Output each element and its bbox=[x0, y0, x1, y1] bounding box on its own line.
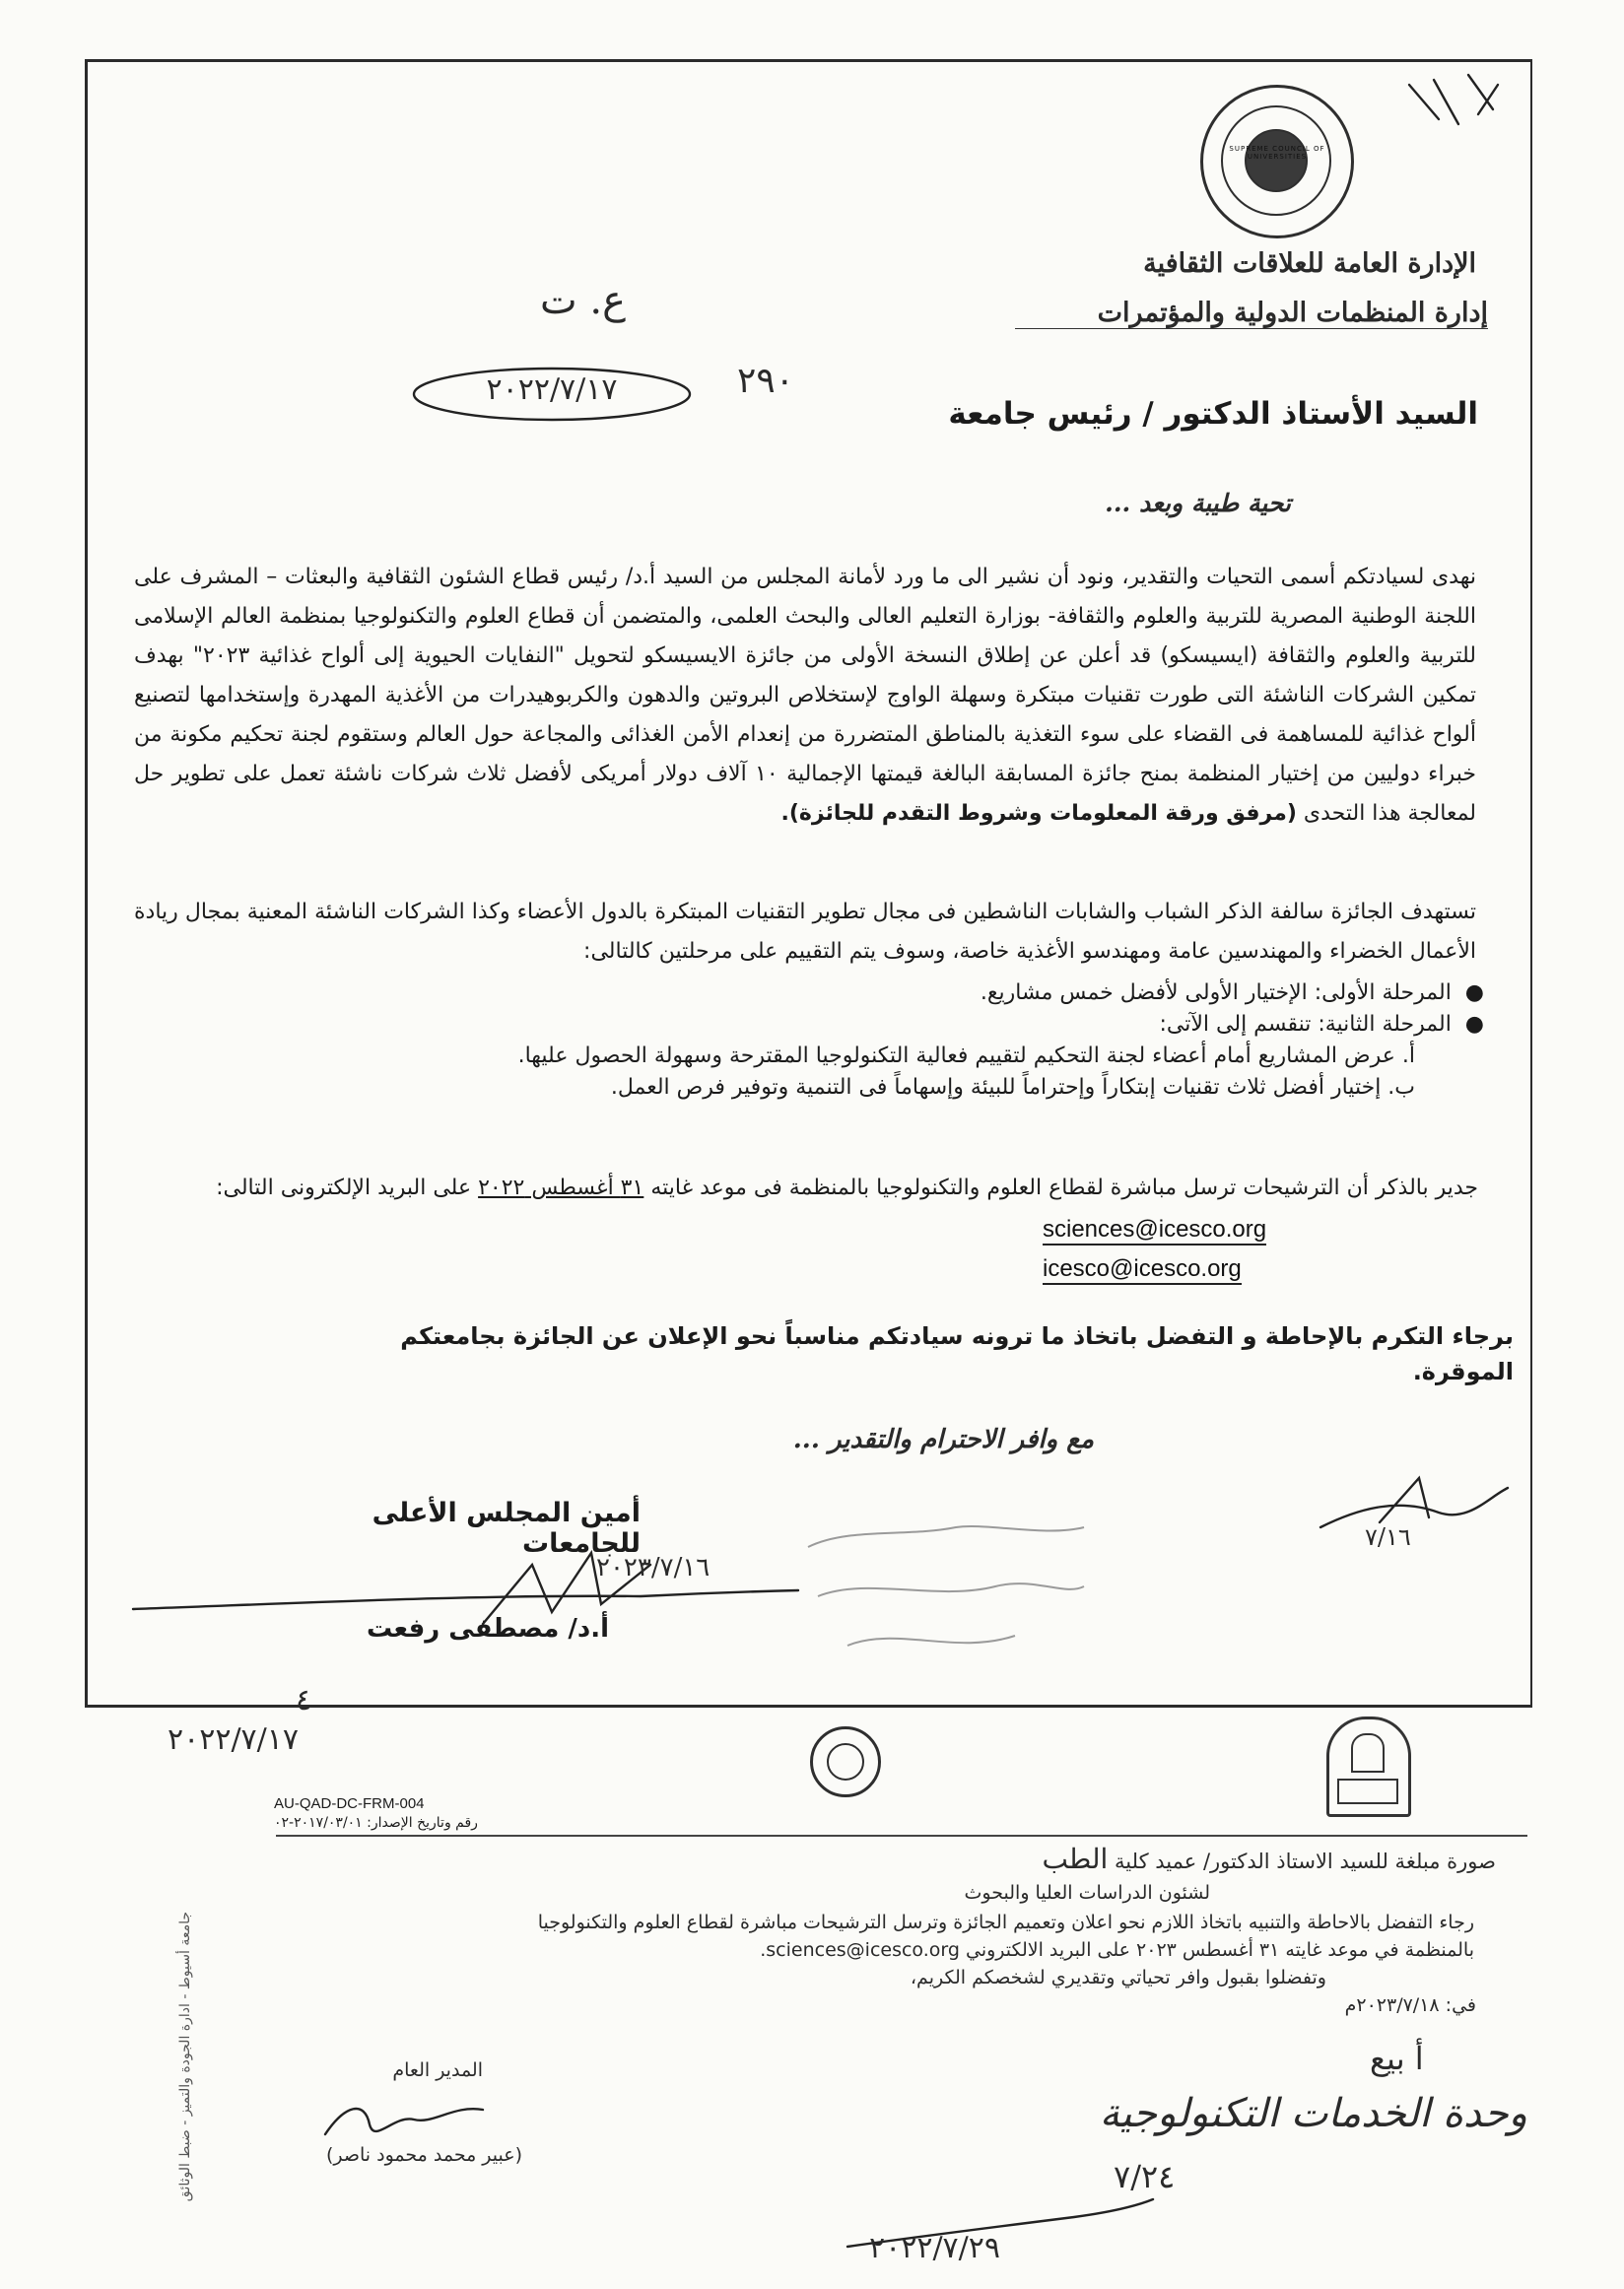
request-line: برجاء التكرم بالإحاطة و التفضل باتخاذ ما ترونه سيادتكم مناسباً نحو الإعلان عن الجائزة بجامعتكم الموقرة. bbox=[400, 1322, 1514, 1385]
footer-date: في: ٢٠٢٣/٧/١٨م bbox=[1344, 1994, 1476, 2016]
stage-2a: أ. عرض المشاريع أمام أعضاء لجنة التحكيم لتقييم فعالية التكنولوجيا المقترحة وسهولة الحصول عليها. bbox=[517, 1044, 1415, 1068]
deadline-paragraph: جدير بالذكر أن الترشيحات ترسل مباشرة لقطاع العلوم والتكنولوجيا بالمنظمة فى موعد غايته ٣١ أغسطس ٢٠٢٢ على البريد الإلكترونى التالى: bbox=[216, 1176, 1478, 1200]
form-issue: رقم وتاريخ الإصدار: ٢٠١٧/٠٣/٠١-٠٢ bbox=[274, 1815, 478, 1831]
stage-list bbox=[499, 977, 1484, 1104]
body-paragraph-2: تستهدف الجائزة سالفة الذكر الشباب والشابات الناشطين فى مجال تطوير التقنيات المبتكرة بالدول الأعضاء وكذا الشركات الناشئة المعنية بمجال ريادة الأعمال الخضراء والمهندسين عامة ومهندسو الأغذية خاصة، وسوف يتم التقييم على مرحلتين كالتالى: bbox=[134, 900, 1476, 964]
addressee: السيد الأستاذ الدكتور / رئيس جامعة bbox=[948, 396, 1478, 432]
hand-note-4: ٢٠٢٢/٧/٢٩ bbox=[869, 2231, 1001, 2265]
signatory-name: أ.د/ مصطفى رفعت bbox=[367, 1614, 609, 1644]
corner-scribble bbox=[1399, 65, 1508, 134]
signature-title: أمين المجلس الأعلى للجامعات bbox=[372, 1498, 641, 1559]
incoming-scribble: ع. ت bbox=[540, 278, 626, 323]
closing: مع وافر الاحترام والتقدير ... bbox=[792, 1425, 1094, 1454]
footer-divider bbox=[276, 1835, 1527, 1837]
side-text: جامعة أسيوط - ادارة الجودة والتميز - ضبط الوثائق bbox=[177, 1912, 193, 2202]
hand-note-2: وحدة الخدمات التكنولوجية bbox=[1099, 2091, 1527, 2136]
faint-handwriting bbox=[788, 1508, 1104, 1685]
footer-request-1: رجاء التفضل بالاحاطة والتنبيه باتخاذ اللازم نحو اعلان وتعميم الجائزة وترسل الترشيحات مباشرة لقطاع العلوم والتكنولوجيا bbox=[537, 1912, 1474, 1933]
email-sciences: sciences@icesco.org bbox=[1043, 1216, 1266, 1245]
hand-note-1: أ بيع bbox=[1370, 2040, 1424, 2077]
form-code: AU-QAD-DC-FRM-004 bbox=[274, 1795, 425, 1812]
attachment-note: (مرفق ورقة المعلومات وشروط التقدم للجائزة). bbox=[780, 801, 1297, 826]
greeting: تحية طيبة وبعد ... bbox=[1105, 489, 1291, 517]
seal-text: SUPREME COUNCIL OF UNIVERSITIES bbox=[1229, 145, 1325, 161]
stage-2b: ب. إختيار أفضل ثلاث تقنيات إبتكاراً وإحتراماً للبيئة وإسهاماً فى التنمية وتوفير فرص العمل. bbox=[610, 1075, 1415, 1100]
university-logo bbox=[1326, 1717, 1411, 1817]
dept-line-1: الإدارة العامة للعلاقات الثقافية bbox=[1143, 248, 1476, 279]
footer-thanks: وتفضلوا بقبول وافر تحياتي وتقديري لشخصكم الكريم، bbox=[910, 1967, 1326, 1988]
deadline-date: ٣١ أغسطس ٢٠٢٢ bbox=[478, 1176, 644, 1200]
body-paragraph-1: نهدى لسيادتكم أسمى التحيات والتقدير، ونود أن نشير الى ما ورد لأمانة المجلس من السيد أ.د/ رئيس قطاع الشئون الثقافية والبعثات – المشرف على اللجنة الوطنية المصرية للتربية والعلوم والثقافة- بوزارة التعليم العالى والبحث العلمى، والمتضمن أن قطاع العلوم والتكنولوجيا بمنظمة العالم الإسلامى للتربية والعلوم والثقافة (ايسيسكو) قد أعلن عن إطلاق النسخة الأولى من جائزة الايسيسكو لتحويل "النفايات الحيوية إلى ألواح غذائية ٢٠٢٣" بهدف تمكين الشركات الناشئة التى طورت تقنيات مبتكرة وسهلة الواوج لإستخلاص البروتين والدهون والكربوهيدرات من الأغذية المهدرة وإستخدامها لتصنيع ألواح غذائية للمساهمة فى القضاء على سوء التغذية بالمناطق المتضررة من إنعدام الأمن الغذائى والمجاعة حول العالم وستقوم لجنة تحكيم مكونة من خبراء دوليين من إختيار المنظمة بمنح جائزة المسابقة البالغة قيمتها الإجمالية ١٠ آلاف دولار أمريكى لأفضل ثلاث شركات ناشئة تعمل على تطوير حل لمعالجة هذا التحدى (مرفق ورقة المعلومات وشروط التقدم للجائزة). bbox=[134, 565, 1477, 826]
faculty-hand: الطب bbox=[1042, 1843, 1109, 1875]
footer-request-2: بالمنظمة في موعد غايته ٣١ أغسطس ٢٠٢٣ على البريد الالكتروني sciences@icesco.org. bbox=[760, 1939, 1474, 1961]
margin-signature bbox=[1301, 1468, 1527, 1557]
incoming-number: ٢٩٠ bbox=[737, 361, 795, 401]
vice-line: لشئون الدراسات العليا والبحوث bbox=[964, 1882, 1210, 1904]
email-icesco: icesco@icesco.org bbox=[1043, 1255, 1242, 1285]
copy-line: صورة مبلغة للسيد الاستاذ الدكتور/ عميد كلية الطب bbox=[1042, 1843, 1496, 1875]
manager-title: المدير العام bbox=[392, 2059, 483, 2081]
manager-name: (عبير محمد محمود ناصر) bbox=[325, 2144, 522, 2166]
left-number: ٤ bbox=[296, 1683, 312, 1717]
incoming-date: ٢٠٢٢/٧/١٧ bbox=[486, 372, 618, 407]
dept-line-2: إدارة المنظمات الدولية والمؤتمرات bbox=[1015, 298, 1488, 329]
stage-2: ● المرحلة الثانية: تنقسم إلى الآتى: bbox=[1159, 1012, 1484, 1037]
quality-logo bbox=[810, 1726, 881, 1797]
hand-note-3: ٧/٢٤ bbox=[1114, 2158, 1176, 2195]
university-seal bbox=[1200, 85, 1354, 238]
margin-date: ٧/١٦ bbox=[1365, 1523, 1411, 1551]
stage-1: ● المرحلة الأولى: الإختيار الأولى لأفضل خمس مشاريع. bbox=[980, 980, 1484, 1005]
left-number-date: ٢٠٢٢/٧/١٧ bbox=[168, 1722, 300, 1757]
signature-date: ٢٠٢٣/٧/١٦ bbox=[596, 1553, 710, 1582]
